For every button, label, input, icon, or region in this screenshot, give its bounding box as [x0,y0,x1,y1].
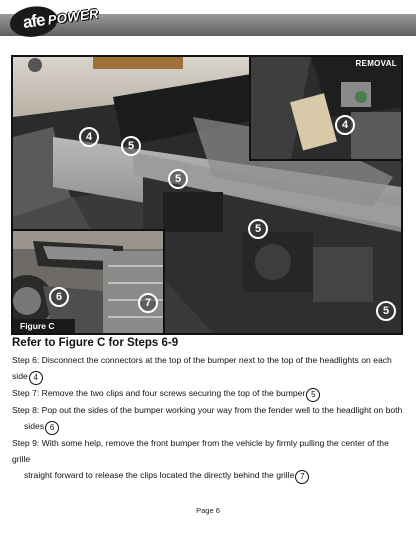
callout-4-removal: 4 [335,115,355,135]
step-9-cont-text: straight forward to release the clips located the directly behind the grille [24,470,295,480]
page-number: Page 6 [196,506,220,515]
step-6-text: Step 6: Disconnect the connectors at the top of the bumper next to the top of the headlights on each side [12,355,392,381]
step-9-callout-ref: 7 [295,470,309,484]
step-8-callout-ref: 6 [45,421,59,435]
logo-afe-mark: afe [8,3,60,39]
step-8-text: Step 8: Pop out the sides of the bumper working your way from the fender well to the headlight on both [12,405,403,415]
section-title: Refer to Figure C for Steps 6-9 [12,337,179,349]
step-8 [12,402,407,435]
step-7-callout-ref: 5 [306,388,320,402]
step-9-text: Step 9: With some help, remove the front bumper from the vehicle by firmly pulling the center of the grille [12,438,389,464]
step-6-callout-ref: 4 [29,371,43,385]
step-6 [12,352,407,385]
inset-removal-photo [249,55,403,161]
callout-4-main: 4 [79,127,99,147]
callout-6-figc: 6 [49,287,69,307]
logo-power-text: POWER [46,5,100,28]
step-8-continuation [12,418,407,435]
step-8-cont-text: sides [24,421,45,431]
figure-c-label: Figure C [13,319,75,333]
steps-list [12,352,407,484]
inset-figure-c-photo [11,229,165,335]
callout-7-figc: 7 [138,293,158,313]
step-9 [12,435,407,484]
removal-label: REMOVAL [355,59,397,68]
step-9-continuation [12,467,407,484]
callout-5-main-b: 5 [168,169,188,189]
callout-5-main-d: 5 [376,301,396,321]
step-7-text: Step 7: Remove the two clips and four screws securing the top of the bumper [12,388,306,398]
step-7 [12,385,407,402]
callout-5-main-a: 5 [121,136,141,156]
callout-5-main-c: 5 [248,219,268,239]
